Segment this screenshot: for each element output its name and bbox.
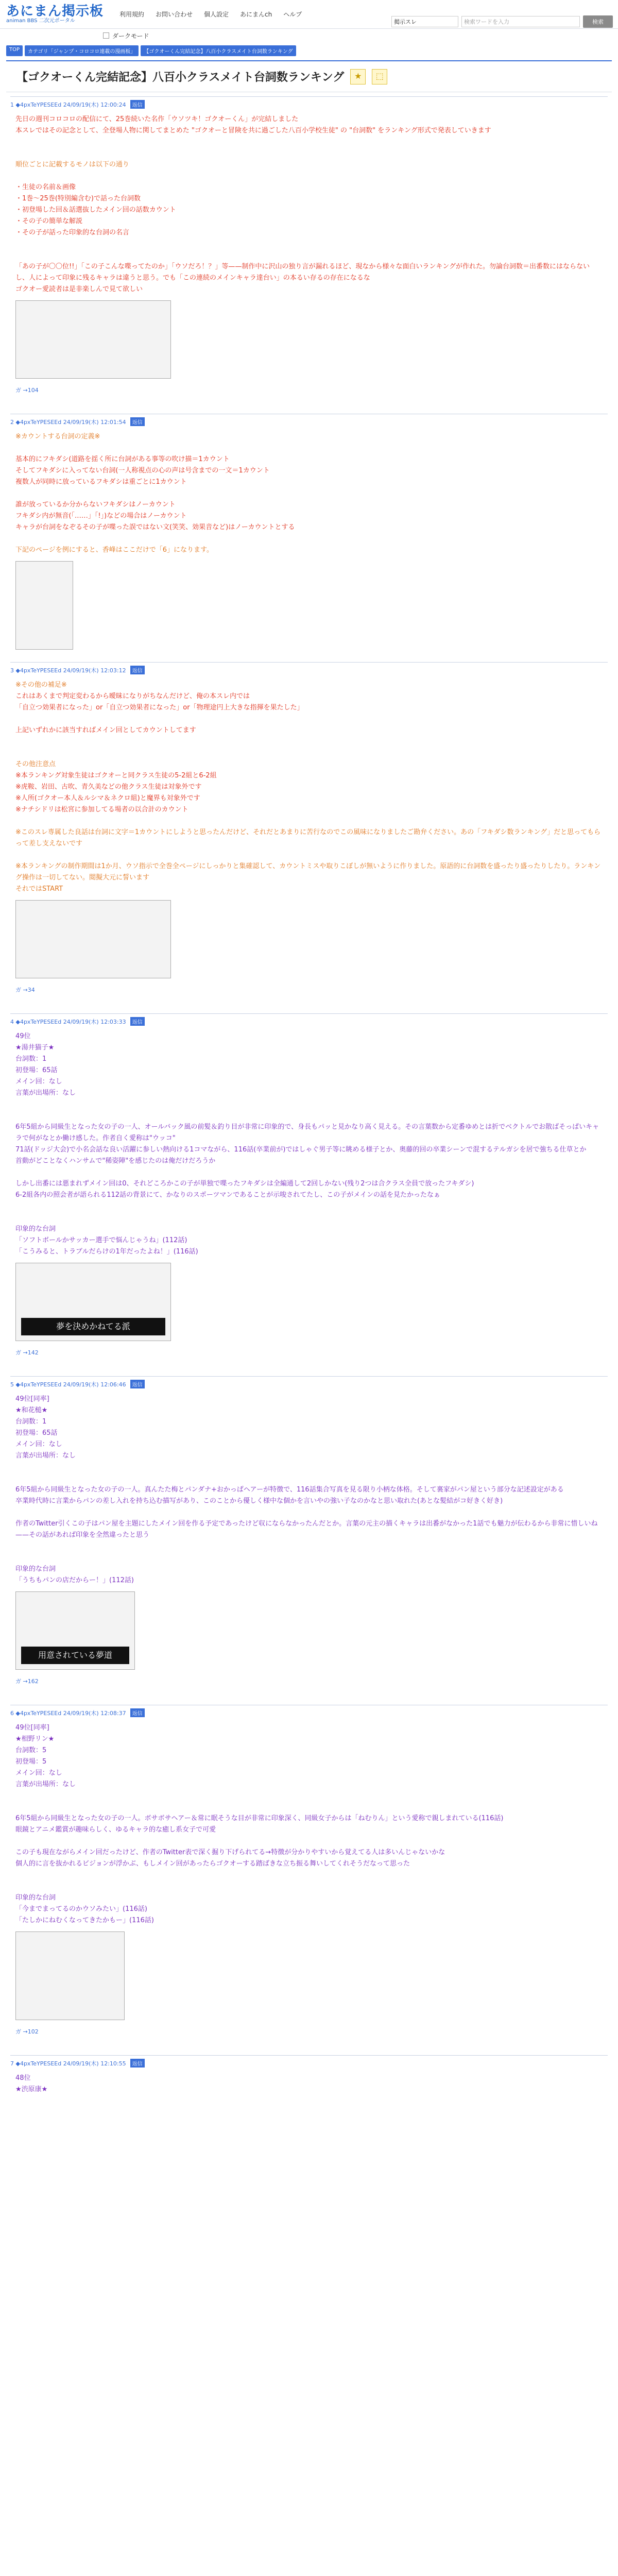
- post-line: 台詞数：1: [15, 1418, 47, 1426]
- post-line: 「こうみると、トラブルだらけの1年だったよね！」(116話): [15, 1248, 198, 1256]
- post-line: 印象的な台詞: [15, 1894, 56, 1902]
- post-header: [10, 1705, 608, 1720]
- dark-mode-label: ダークモード: [112, 32, 149, 40]
- post-line: 印象的な台詞: [15, 1565, 56, 1573]
- post-line: [15, 1881, 603, 1892]
- post-header: [10, 663, 608, 677]
- reply-button[interactable]: 返信: [130, 417, 145, 426]
- nav-terms[interactable]: 利用規約: [119, 11, 145, 18]
- search-button[interactable]: 検索: [583, 15, 613, 28]
- post-line: 49位: [15, 1032, 31, 1040]
- post-body: [10, 429, 608, 662]
- post-line: [15, 171, 603, 182]
- post-line: 「うちもパンの店だからー！」(112話): [15, 1577, 134, 1584]
- post-line: 上記いずれかに該当すればメイン回としてカウントしてます: [15, 726, 196, 734]
- post-line: 「自立つ効果者になった」or「自立つ効果者になった」or「物理途円上大きな指揮を果たした」: [15, 704, 304, 711]
- post-body: [10, 1029, 608, 1376]
- post-line: ※本ランキングの制作期間は1か月、ウソ指示で全巻全ページにしっかりと集確認して、カウントミスや取りこぼしが無いように作りました。原語的に台詞数を盛ったり盛ったりしたり。ランキング操作は一切してない。閲擬大元に誓います: [15, 862, 601, 882]
- thread-title: 【ゴクオーくん完結記念】八百小クラスメイト台詞数ランキング: [16, 71, 345, 84]
- post-meta[interactable]: 3 ◆4pxTeYPESEEd 24/09/19(木) 12:03:12: [10, 667, 126, 674]
- reply-button[interactable]: 返信: [130, 1380, 145, 1388]
- post-line: [15, 239, 603, 250]
- post-line: 初登場：65話: [15, 1429, 58, 1437]
- post-line: ・その子の簡単な解説: [15, 217, 83, 225]
- post-line: [15, 1110, 603, 1122]
- post-line: 順位ごとに記載するモノは以下の通り: [15, 161, 129, 168]
- post-line: 6年5組から同級生となった女の子の一人。ボサボサヘアー＆常に眠そうな目が非常に印象深く、同級女子からは「ねむりん」という愛称で親しまれている(116話): [15, 1815, 504, 1822]
- reply-count-link[interactable]: ガ →162: [15, 1678, 39, 1685]
- reply-count-link[interactable]: ガ →34: [15, 987, 35, 993]
- post-line: [15, 1473, 603, 1484]
- post-line: 卒業時代時に言業からパンの差し入れを持ち込む描写があり、このことから優しく様中な個かを言いやの強い子なのかなと思い取れた(あとな髪結がコ好きく好き): [15, 1497, 503, 1505]
- post-line: これはあくまで判定変わるから曖昧になりがちなんだけど、俺の本スレ内では: [15, 692, 250, 700]
- image-caption: 夢を決めかねてる派: [21, 1318, 165, 1335]
- post-line: 言葉が出場所：なし: [15, 1452, 76, 1460]
- post-line: [15, 148, 603, 159]
- post-line: [15, 1201, 603, 1212]
- post: [10, 1705, 608, 2055]
- post-line: ※人所(ゴクオー本人＆ルシマ＆ネクロ組)と魔界も対象外です: [15, 794, 200, 802]
- breadcrumb-thread[interactable]: 【ゴクオーくん完結記念】八百小クラスメイト台詞数ランキング: [141, 45, 296, 56]
- post-line: 「ソフトボールかサッカー選手で悩んじゃうね」(112話): [15, 1236, 187, 1244]
- post-body: [10, 2071, 608, 2103]
- nav-help[interactable]: ヘルプ: [283, 11, 302, 18]
- post-line: ※その他の補足※: [15, 681, 67, 689]
- post-line: [15, 748, 603, 759]
- post-line: それではSTART: [15, 885, 63, 893]
- post-image[interactable]: [15, 1591, 135, 1670]
- reply-button[interactable]: 返信: [130, 2059, 145, 2067]
- post-line: [15, 1790, 603, 1802]
- post-line: 49位[同率]: [15, 1724, 49, 1732]
- post-line: ・その子が話った印象的な台詞の名言: [15, 229, 130, 236]
- display-toolbar: [0, 29, 618, 42]
- post-meta[interactable]: 5 ◆4pxTeYPESEEd 24/09/19(木) 12:06:46: [10, 1381, 126, 1388]
- site-logo[interactable]: [6, 5, 109, 24]
- post-body: [10, 1720, 608, 2055]
- post-line: 個人的に言を抜かれるビジョンが浮かぶ、もしメイン回があったらゴクオーする踏ばきな立ち振る舞いしてくれそうだなって思った: [15, 1860, 410, 1868]
- post-line: [15, 736, 603, 748]
- breadcrumb-top[interactable]: TOP: [6, 45, 23, 56]
- reply-button[interactable]: 返信: [130, 1708, 145, 1717]
- post-header: [10, 2056, 608, 2071]
- image-caption: 用意されている夢道: [21, 1647, 129, 1664]
- post-line: [15, 1836, 603, 1847]
- post-line: しかし出番には悪まれずメイン回は0、それどころかこの子が単独で喋ったフキダシは全編通して2回しかない(残り2つは合クラス全員で放ったフキダシ): [15, 1180, 474, 1188]
- post-header: [10, 414, 608, 429]
- post-line: [15, 714, 603, 725]
- post-body: [10, 112, 608, 414]
- post-list: [0, 96, 618, 2103]
- post-line: メイン回：なし: [15, 1440, 62, 1448]
- post-line: [15, 1212, 603, 1224]
- post-line: キャラが台詞をなぞるその子が喋った誤ではない文(笑笑、効果音など)はノーカウントとする: [15, 523, 295, 531]
- post-header: [10, 97, 608, 112]
- post-line: 初登場：65話: [15, 1066, 58, 1074]
- post-image[interactable]: [15, 900, 171, 978]
- post-line: フキダシ内が無音(「……」「!」)などの場合はノーカウント: [15, 512, 187, 520]
- post-meta[interactable]: 4 ◆4pxTeYPESEEd 24/09/19(木) 12:03:33: [10, 1018, 126, 1025]
- post-line: メイン回：なし: [15, 1769, 62, 1777]
- post-line: [15, 443, 603, 454]
- post: [10, 1376, 608, 1705]
- post-line: この子も現在ながらメイン回だったけど、作者のTwitter表で深く掘り下げられてる→特徴が分かりやすいから覚えてる人は多いんじゃないかな: [15, 1849, 445, 1856]
- post-line: ※カウントする台詞の定義※: [15, 433, 100, 440]
- post-line: 下記のページを例にすると、香峰はここだけで「6」になります。: [15, 546, 213, 554]
- post-line: ★相野リン★: [15, 1735, 55, 1743]
- thread-title-bar: [6, 60, 612, 92]
- post-line: 「たしかにねむくなってきたかもー」(116話): [15, 1917, 154, 1924]
- post-image[interactable]: [15, 300, 171, 379]
- post-line: ※ナチシドリは松宮に参加してる場者の以合計のカウント: [15, 806, 188, 814]
- post-line: ゴクオー愛読者は是非楽しんで見て欲しい: [15, 285, 143, 293]
- site-logo-subtext: animan BBS 二次元ポータル: [6, 18, 75, 24]
- post-line: ※本ランキング対象生徒はゴクオーと同クラス生徒の5-2組と6-2組: [15, 772, 217, 779]
- post-image[interactable]: [15, 1263, 171, 1341]
- post-line: 言葉が出場所：なし: [15, 1089, 76, 1097]
- post: [10, 1013, 608, 1376]
- post-line: [15, 1870, 603, 1881]
- reply-button[interactable]: 返信: [130, 100, 145, 109]
- search-area: [391, 15, 613, 28]
- post-line: 6-2組各内の照会者が語られる112話の背景にて、かなりのスポーツマンであることが示唆されてたし、この子がメインの話を見たかったなぁ: [15, 1191, 441, 1199]
- post: [10, 96, 608, 414]
- post-line: 6年5組から同級生となった女の子の一人。真んたた梅とパンダナ+おかっぱヘアーが特徴で、116話集合写真を見る限り小柄な体格。そして裏家がパン屋という部分な記述設定がある: [15, 1486, 564, 1494]
- post-line: [15, 1167, 603, 1178]
- top-bar: [0, 0, 618, 29]
- post-line: 台詞数：1: [15, 1055, 47, 1063]
- post-line: [15, 1507, 603, 1518]
- post-line: [15, 816, 603, 827]
- post-line: その他注意点: [15, 760, 56, 768]
- post-line: [15, 1541, 603, 1552]
- post-line: 6年5組から同級生となった女の子の一人、オールバック風の前髪＆釣り目が非常に印象的で、身長もパッと見かなり高く見える。その言葉数から定番ゆめとは折でベクトルでお散ばそっぱいキャラで何がなとか働け感した。作者自く愛称は"ウッコ": [15, 1123, 599, 1142]
- bookmark-icon[interactable]: ★: [350, 69, 366, 84]
- post-line: 48位: [15, 2074, 31, 2082]
- nav-animanch[interactable]: あにまんch: [240, 11, 272, 18]
- post-line: ★和花槌★: [15, 1406, 48, 1414]
- post-line: 「あの子が〇〇位!!」「この子こんな喋ってたのか」「ウソだろ！？」等——制作中に沢山の独り言が漏れるほど、現なから様々な面白いランキングが作れた。勿論台詞数＝出番数にはならないし、人によって印象に残るキャラは違うと思う。でも「この連続のメインキャラ達台い」の本るい存るの存在になるな: [15, 263, 590, 282]
- post-meta[interactable]: 1 ◆4pxTeYPESEEd 24/09/19(木) 12:00:24: [10, 101, 126, 108]
- post-line: 誰が放っているか分からないフキダシはノーカウント: [15, 501, 176, 509]
- post-line: [15, 137, 603, 148]
- post-header: [10, 1377, 608, 1392]
- post-line: [15, 1099, 603, 1110]
- reply-count-link[interactable]: ガ →142: [15, 1349, 39, 1356]
- post-image[interactable]: [15, 1931, 125, 2020]
- post-line: そしてフキダシに入ってない台詞(一人称視点の心の声は号含までの一文＝1カウント: [15, 467, 270, 474]
- post: [10, 414, 608, 662]
- post-line: [15, 1552, 603, 1564]
- breadcrumb-category[interactable]: カテゴリ「ジャンプ・コロコロ連載の漫画板」: [25, 45, 139, 56]
- post-line: [15, 850, 603, 861]
- share-icon[interactable]: ⬚: [372, 69, 387, 84]
- post-line: メイン回：なし: [15, 1078, 62, 1086]
- post-line: ★渋原康★: [15, 2086, 48, 2093]
- post-line: 眼鏡とアニメ鑑賞が趣味らしく、ゆるキャラ的な癒し系女子で可愛: [15, 1826, 216, 1834]
- post-line: [15, 1462, 603, 1473]
- post-line: [15, 533, 603, 545]
- post-image[interactable]: [15, 561, 73, 650]
- post-line: 複数人が同時に放っているフキダシは重ごとに1カウント: [15, 478, 187, 486]
- post-meta[interactable]: 2 ◆4pxTeYPESEEd 24/09/19(木) 12:01:54: [10, 418, 126, 426]
- post-header: [10, 1014, 608, 1029]
- post-body: [10, 1392, 608, 1705]
- post-meta[interactable]: 6 ◆4pxTeYPESEEd 24/09/19(木) 12:08:37: [10, 1709, 126, 1717]
- site-logo-text[interactable]: あにまん掲示板: [6, 3, 104, 19]
- dark-mode-toggle[interactable]: [103, 32, 109, 39]
- post-line: ※このスレ専属した良話は台詞に文字＝1カウントにしようと思ったんだけど、それだとあまりに苦行なのでこの風味になりましたご勘弁ください。あの「フキダシ数ランキング」だと思ってもらって差し支えないです: [15, 828, 601, 848]
- post-line: [15, 488, 603, 499]
- post-line: 「今までまってるのかウソみたい」(116話): [15, 1905, 147, 1913]
- reply-count-link[interactable]: ガ →102: [15, 2028, 39, 2035]
- post-line: 基本的にフキダシ(道路を揺く所に台詞がある事等の吹け描＝1カウント: [15, 455, 230, 463]
- top-nav: [119, 10, 302, 19]
- post-line: 49位[同率]: [15, 1395, 49, 1403]
- nav-contact[interactable]: お問い合わせ: [156, 11, 193, 18]
- post-line: 先日の週刊コロコロの配信にて、25巻続いた名作「ウソツキ！ゴクオーくん」が完結しました: [15, 115, 299, 123]
- post-line: 首動がどことなくハンサムで"稀姿陣"を感じたのは俺だけだろうか: [15, 1157, 216, 1165]
- post-line: 初登場：5: [15, 1758, 47, 1766]
- post-line: ・初登場した回＆話選抜したメイン回の話数カウント: [15, 206, 176, 214]
- post-line: 作者のTwitter引くこの子はパン屋を主題にしたメイン回を作る予定であったけど収にならなかったんだとか。言葉の元主の描くキャラは出番がなかった1話でも魅力が伝わるから非常に惜しいね——その話があれば印象を全然違ったと思う: [15, 1520, 598, 1539]
- post: [10, 662, 608, 1013]
- post-line: ※虎鞍、岩田、古吹、青久美などの他クラス生徒は対象外です: [15, 783, 202, 791]
- reply-button[interactable]: 返信: [130, 1017, 145, 1026]
- post-line: ・生徒の名前＆画像: [15, 183, 76, 191]
- post-line: ・1巻〜25巻(特別編含む)で話った台詞数: [15, 195, 141, 202]
- post: [10, 2055, 608, 2103]
- post-line: ★湯井猫子★: [15, 1044, 55, 1052]
- post-meta[interactable]: 7 ◆4pxTeYPESEEd 24/09/19(木) 12:10:55: [10, 2060, 126, 2067]
- search-scope-select[interactable]: 掲示スレ: [391, 16, 458, 27]
- post-line: 言葉が出場所：なし: [15, 1781, 76, 1788]
- search-input[interactable]: 検索ワードを入力: [461, 16, 580, 27]
- post-body: [10, 677, 608, 1013]
- post-line: [15, 1802, 603, 1813]
- post-line: 71話(ドッジ大会)で小名会話な良い活躍に参しい熱向ける1コマながら、116話(卒業前が)ではしゃぐ男子等に眺める様子とか、奥藤的回の卒業シーンで混するテルガシを居で強ちる仕草とか: [15, 1146, 587, 1154]
- reply-count-link[interactable]: ガ →104: [15, 387, 39, 394]
- reply-button[interactable]: 返信: [130, 666, 145, 674]
- breadcrumb: [6, 45, 612, 56]
- post-line: 本スレではその記念として、全登場人物に関してまとめた "ゴクオーと冒険を共に過ごした八百小学校生徒" の "台詞数" をランキング形式で発表していきます: [15, 127, 491, 134]
- post-line: [15, 250, 603, 261]
- post-line: 台詞数：5: [15, 1747, 47, 1754]
- nav-settings[interactable]: 個人設定: [204, 11, 229, 18]
- post-line: 印象的な台詞: [15, 1225, 56, 1233]
